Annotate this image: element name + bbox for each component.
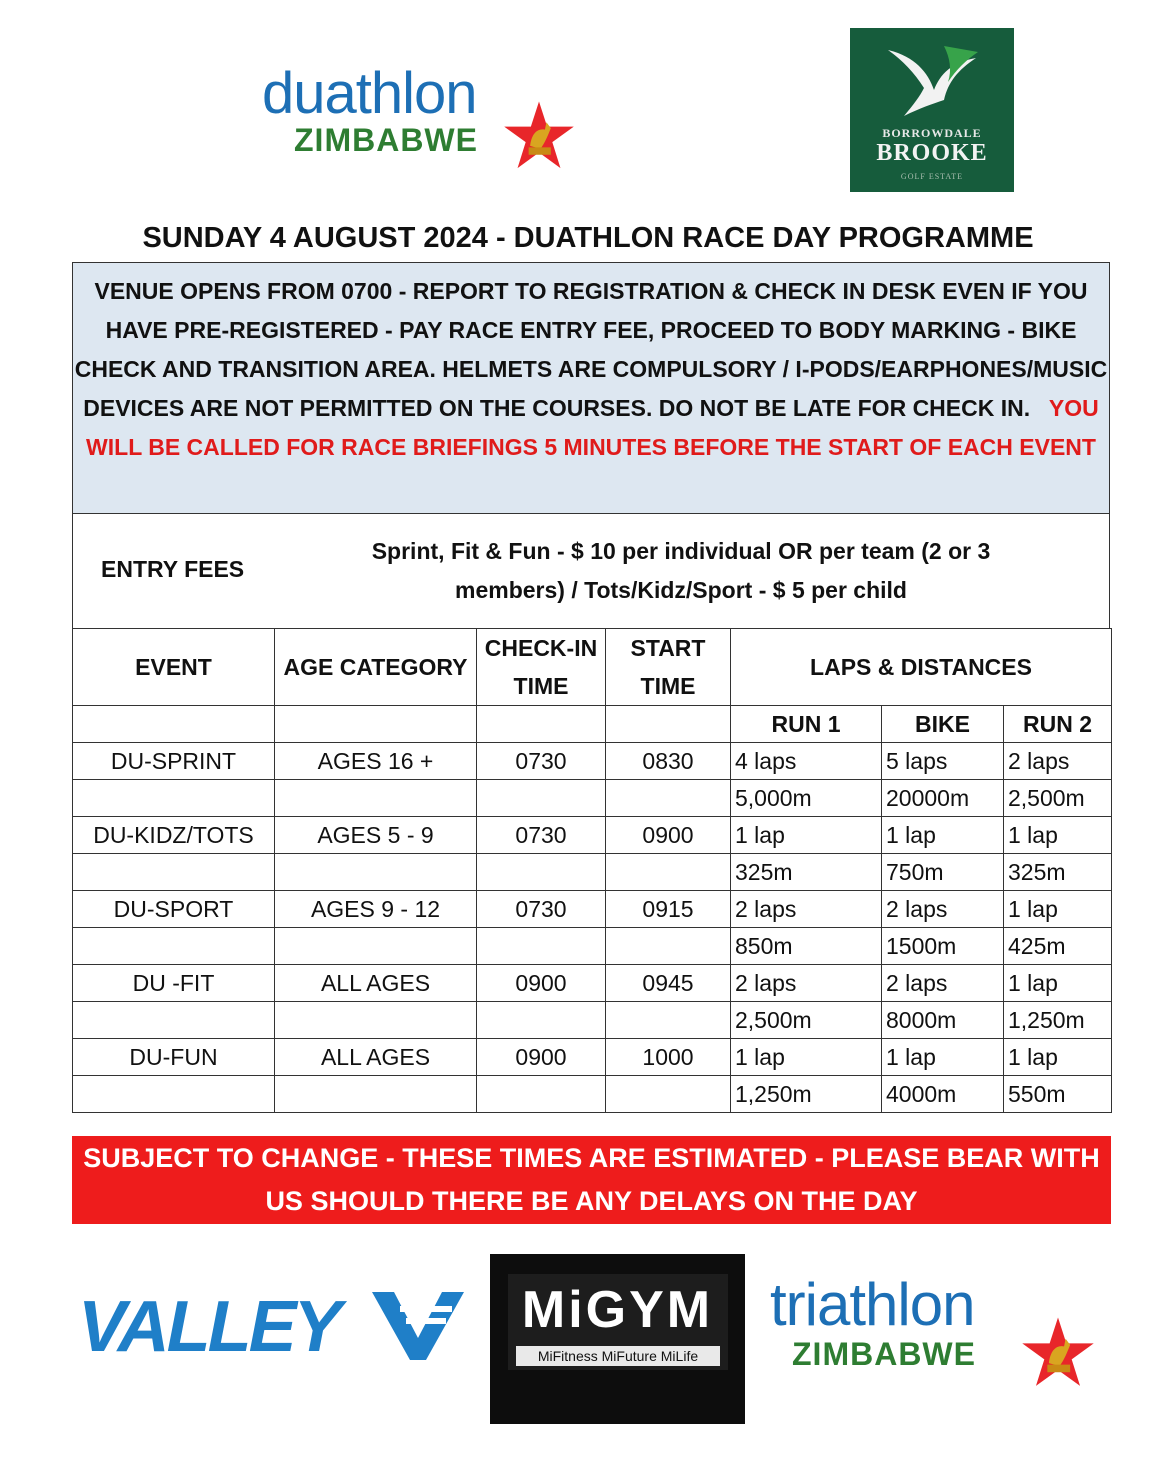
subheader-bike: BIKE bbox=[882, 706, 1004, 743]
bike-laps-cell: 1 lap bbox=[882, 817, 1004, 854]
event-name-cell: DU-FUN bbox=[73, 1039, 275, 1076]
start-time-cell: 1000 bbox=[606, 1039, 731, 1076]
bike-distance-cell: 8000m bbox=[882, 1002, 1004, 1039]
triathlon-logo-word: triathlon bbox=[770, 1271, 975, 1338]
valley-v-emblem-icon bbox=[370, 1288, 466, 1364]
event-name-cell: DU-KIDZ/TOTS bbox=[73, 817, 275, 854]
checkin-time-cell: 0730 bbox=[477, 891, 606, 928]
bike-distance-cell: 4000m bbox=[882, 1076, 1004, 1113]
borrowdale-logo-line3: GOLF ESTATE bbox=[900, 172, 964, 181]
age-category-cell: ALL AGES bbox=[275, 1039, 477, 1076]
table-header-row bbox=[73, 629, 1112, 706]
age-category-cell: AGES 16 + bbox=[275, 743, 477, 780]
table-row bbox=[73, 928, 1112, 965]
table-row bbox=[73, 965, 1112, 1002]
bike-distance-cell: 750m bbox=[882, 854, 1004, 891]
valley-logo bbox=[78, 1286, 468, 1370]
run1-laps-cell: 2 laps bbox=[731, 965, 882, 1002]
run2-laps-cell: 2 laps bbox=[1004, 743, 1112, 780]
header-checkin-time: CHECK-IN TIME bbox=[477, 629, 606, 706]
checkin-time-cell: 0730 bbox=[477, 817, 606, 854]
triathlon-zimbabwe-logo bbox=[770, 1270, 1110, 1400]
table-subheader-row bbox=[73, 706, 1112, 743]
checkin-time-cell: 0900 bbox=[477, 1039, 606, 1076]
notice-red-text: YOU WILL BE CALLED FOR RACE BRIEFINGS 5 MINUTES BEFORE THE START OF EACH EVENT bbox=[86, 395, 1099, 460]
race-schedule-table bbox=[72, 628, 1112, 1113]
venue-notice bbox=[72, 262, 1110, 514]
bike-laps-cell: 2 laps bbox=[882, 891, 1004, 928]
age-category-cell: AGES 5 - 9 bbox=[275, 817, 477, 854]
run1-laps-cell: 4 laps bbox=[731, 743, 882, 780]
run2-distance-cell: 425m bbox=[1004, 928, 1112, 965]
subheader-run1: RUN 1 bbox=[731, 706, 882, 743]
bike-distance-cell: 20000m bbox=[882, 780, 1004, 817]
run2-distance-cell: 1,250m bbox=[1004, 1002, 1112, 1039]
run1-laps-cell: 1 lap bbox=[731, 817, 882, 854]
table-row bbox=[73, 891, 1112, 928]
table-row bbox=[73, 1076, 1112, 1113]
duathlon-zimbabwe-logo bbox=[262, 60, 582, 180]
run2-distance-cell: 550m bbox=[1004, 1076, 1112, 1113]
header-laps-distances: LAPS & DISTANCES bbox=[731, 629, 1112, 706]
zimbabwe-star-icon bbox=[1020, 1316, 1096, 1392]
run2-laps-cell: 1 lap bbox=[1004, 817, 1112, 854]
run1-distance-cell: 5,000m bbox=[731, 780, 882, 817]
bird-icon bbox=[884, 42, 980, 122]
start-time-cell: 0900 bbox=[606, 817, 731, 854]
checkin-time-cell: 0900 bbox=[477, 965, 606, 1002]
run1-distance-cell: 1,250m bbox=[731, 1076, 882, 1113]
duathlon-logo-word: duathlon bbox=[262, 61, 477, 126]
triathlon-logo-country: ZIMBABWE bbox=[792, 1336, 976, 1372]
subheader-run2: RUN 2 bbox=[1004, 706, 1112, 743]
run1-laps-cell: 1 lap bbox=[731, 1039, 882, 1076]
subject-to-change-banner: SUBJECT TO CHANGE - THESE TIMES ARE ESTIMATED - PLEASE BEAR WITH US SHOULD THERE BE ANY DELAYS ON THE DAY bbox=[72, 1136, 1111, 1224]
table-row bbox=[73, 743, 1112, 780]
event-name-cell: DU -FIT bbox=[73, 965, 275, 1002]
page-title: SUNDAY 4 AUGUST 2024 - DUATHLON RACE DAY PROGRAMME bbox=[142, 222, 1034, 254]
valley-logo-word: VALLEY bbox=[78, 1287, 339, 1367]
borrowdale-brooke-logo bbox=[850, 28, 1014, 192]
header-age-category: AGE CATEGORY bbox=[275, 629, 477, 706]
run2-distance-cell: 2,500m bbox=[1004, 780, 1112, 817]
zimbabwe-star-icon bbox=[502, 100, 576, 174]
start-time-cell: 0830 bbox=[606, 743, 731, 780]
bike-distance-cell: 1500m bbox=[882, 928, 1004, 965]
table-row bbox=[73, 854, 1112, 891]
start-time-cell: 0915 bbox=[606, 891, 731, 928]
run1-distance-cell: 325m bbox=[731, 854, 882, 891]
age-category-cell: ALL AGES bbox=[275, 965, 477, 1002]
checkin-time-cell: 0730 bbox=[477, 743, 606, 780]
run2-laps-cell: 1 lap bbox=[1004, 1039, 1112, 1076]
table-row bbox=[73, 780, 1112, 817]
bike-laps-cell: 1 lap bbox=[882, 1039, 1004, 1076]
age-category-cell: AGES 9 - 12 bbox=[275, 891, 477, 928]
run1-laps-cell: 2 laps bbox=[731, 891, 882, 928]
migym-logo-word: MiGYM bbox=[521, 1281, 714, 1339]
event-name-cell: DU-SPORT bbox=[73, 891, 275, 928]
event-name-cell: DU-SPRINT bbox=[73, 743, 275, 780]
migym-logo bbox=[490, 1254, 745, 1424]
header-start-time: START TIME bbox=[606, 629, 731, 706]
table-row bbox=[73, 1039, 1112, 1076]
entry-fees-text: Sprint, Fit & Fun - $ 10 per individual OR per team (2 or 3 members) / Tots/Kidz/Sport - $ 5 per child bbox=[371, 538, 991, 603]
table-row bbox=[73, 1002, 1112, 1039]
table-row bbox=[73, 817, 1112, 854]
migym-logo-tagline: MiFitness MiFuture MiLife bbox=[516, 1346, 720, 1366]
run2-laps-cell: 1 lap bbox=[1004, 965, 1112, 1002]
run1-distance-cell: 2,500m bbox=[731, 1002, 882, 1039]
run2-laps-cell: 1 lap bbox=[1004, 891, 1112, 928]
borrowdale-logo-line1: BORROWDALE bbox=[882, 126, 982, 140]
borrowdale-logo-line2: BROOKE bbox=[876, 140, 988, 166]
start-time-cell: 0945 bbox=[606, 965, 731, 1002]
entry-fees-row bbox=[72, 514, 1110, 628]
notice-text: VENUE OPENS FROM 0700 - REPORT TO REGISTRATION & CHECK IN DESK EVEN IF YOU HAVE PRE-REGISTERED - PAY RACE ENTRY FEE, PROCEED TO BODY MARKING - BIKE CHECK AND TRANSITION AREA. HELMETS ARE COMPULSORY / I-PODS/EARPHONES/MUSIC DEVICES ARE NOT PERMITTED ON THE COURSES. DO NOT BE LATE FOR CHECK IN. bbox=[74, 278, 1108, 421]
bike-laps-cell: 2 laps bbox=[882, 965, 1004, 1002]
header-event: EVENT bbox=[73, 629, 275, 706]
run1-distance-cell: 850m bbox=[731, 928, 882, 965]
bike-laps-cell: 5 laps bbox=[882, 743, 1004, 780]
duathlon-logo-country: ZIMBABWE bbox=[294, 122, 478, 158]
entry-fees-label: ENTRY FEES bbox=[101, 556, 245, 582]
run2-distance-cell: 325m bbox=[1004, 854, 1112, 891]
